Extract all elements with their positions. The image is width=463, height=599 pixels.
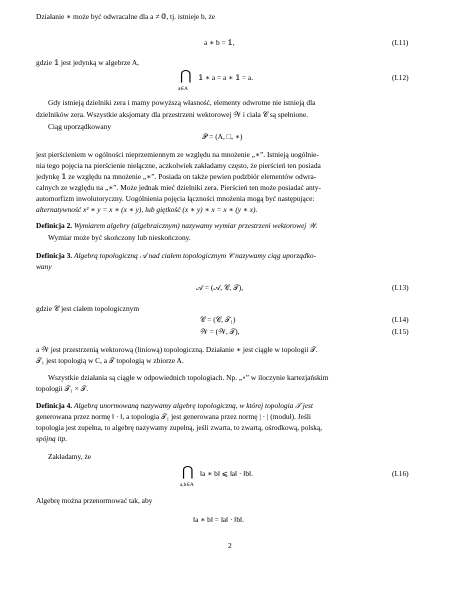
equation-subscript: a∈A (178, 86, 188, 92)
text-line: Zakładamy, że (48, 452, 92, 461)
text-line: topologia jest zupełna, to algebrę nazywamy zupełną, jeśli zwarta, to zwartą, ośrodkową, polską, (36, 423, 323, 432)
text-line: Wymiar może być skończony lub nieskończony. (48, 233, 191, 242)
definition-label: Definicja 2. (36, 221, 74, 230)
definition-label: Definicja 4. (36, 401, 74, 410)
text-line: gdzie 𝟙 jest jedynką w algebrze A, (36, 58, 140, 67)
text-line: spójną itp. (36, 434, 68, 443)
equation-number: (I.11) (392, 38, 409, 47)
equation: 𝒜 = (𝒜, 𝒞, 𝒯), (196, 283, 244, 292)
text-line: jedynkę 𝟙 ze względu na mnożenie „∗”. Posiada on także pewien podzbiór elementów odwra- (36, 172, 317, 181)
definition-text: Algebrą topologiczną 𝒜 nad ciałem topologicznym 𝒞 nazywamy ciąg uporządko- (73, 251, 317, 260)
page-number: 2 (228, 541, 232, 550)
text-line: dzielników zera. Wszystkie aksjomaty dla przestrzeni wektorowej 𝒲 i ciała 𝒞 są spełnione. (36, 110, 308, 119)
text-line: alternatywność x² ∗ y = x ∗ (x ∗ y), lub giętkość (x ∗ y) ∗ x = x ∗ (y ∗ x). (36, 205, 258, 214)
text-line: topologii 𝒯₁ × 𝒯. (36, 384, 89, 393)
definition-label: Definicja 3. (36, 251, 74, 260)
text-line: generowana przez normę ‖ · ‖, a topologia 𝒯₁ jest generowana przez normę | · | (moduł). Jeśli (36, 412, 311, 421)
equation: 𝟙 ∗ a = a ∗ 𝟙 = a. (198, 73, 254, 82)
definition-text: Wymiarem algebry (algebraicznym) nazywamy wymiar przestrzeni wektorowej 𝒲. (73, 221, 318, 230)
text-line: a 𝒲 jest przestrzenią wektorową (liniową) topologiczną. Działanie ∗ jest ciągłe w topologii 𝒯. (36, 345, 318, 354)
text-line: Działanie ∗ może być odwracalne dla a ≠ 𝟘, tj. istnieje b, że (36, 12, 216, 21)
text-line: automorfizm inwolutoryczny. Uogólnienia pojęcia łączności mnożenia mogą być następujące: (36, 194, 315, 203)
big-cap-symbol: ⋂ (180, 69, 192, 84)
equation: 𝒲 = (𝒲, 𝒯), (200, 327, 240, 336)
text-line: Gdy istnieją dzielniki zera i mamy powyższą własność, elementy odwrotne nie istnieją dla (48, 98, 316, 107)
text-line: 𝒯₁ jest topologią w C, a 𝒯 topologią w zbiorze A. (36, 356, 184, 365)
equation-number: (I.15) (392, 327, 409, 336)
equation: ‖a ∗ b‖ ⩽ ‖a‖ · ‖b‖. (200, 469, 254, 478)
equation: a ∗ b = 𝟙, (204, 38, 235, 47)
text-line: nia tego pojęcia na pierścienie niełączne, aczkolwiek zakładamy często, że pierścień ten posiada (36, 161, 321, 170)
big-cap-symbol: ⋂ (182, 465, 194, 480)
text-line: Ciąg uporządkowany (48, 122, 112, 131)
equation: ‖a ∗ b‖ = ‖a‖ · ‖b‖. (193, 515, 244, 524)
equation-number: (I.16) (392, 469, 409, 478)
text-line: wany (36, 262, 52, 271)
text-line: Algebrę można przenormować tak, aby (36, 496, 153, 505)
definition-4 (36, 401, 313, 411)
text-line: calnych ze względu na „∗”. Może jednak mieć dzielniki zera. Pierścień ten może posiadać anty- (36, 183, 321, 192)
definition-2 (36, 221, 318, 231)
equation-subscript: a,b∈A (180, 482, 194, 488)
equation-number: (I.12) (392, 73, 409, 82)
equation-number: (I.14) (392, 315, 409, 324)
text-line: jest pierścieniem w ogólności nieprzemiennym ze względu na mnożenie „∗”. Istnieją uogólnie- (36, 150, 319, 159)
equation-number: (I.13) (392, 283, 409, 292)
text-line: gdzie 𝒞 jest ciałem topologicznym (36, 304, 140, 313)
definition-text: Algebrą unormowaną nazywamy algebrę topologiczną, w której topologia 𝒯 jest (73, 401, 313, 410)
equation: 𝒞 = (𝒞, 𝒯₁) (200, 315, 236, 324)
definition-3 (36, 251, 316, 261)
equation: 𝒫 = (A, □, ∗) (202, 132, 243, 141)
text-line: Wszystkie działania są ciągłe w odpowiednich topologiach. Np. „∘” w iloczynie kartezjańskim (48, 373, 329, 382)
